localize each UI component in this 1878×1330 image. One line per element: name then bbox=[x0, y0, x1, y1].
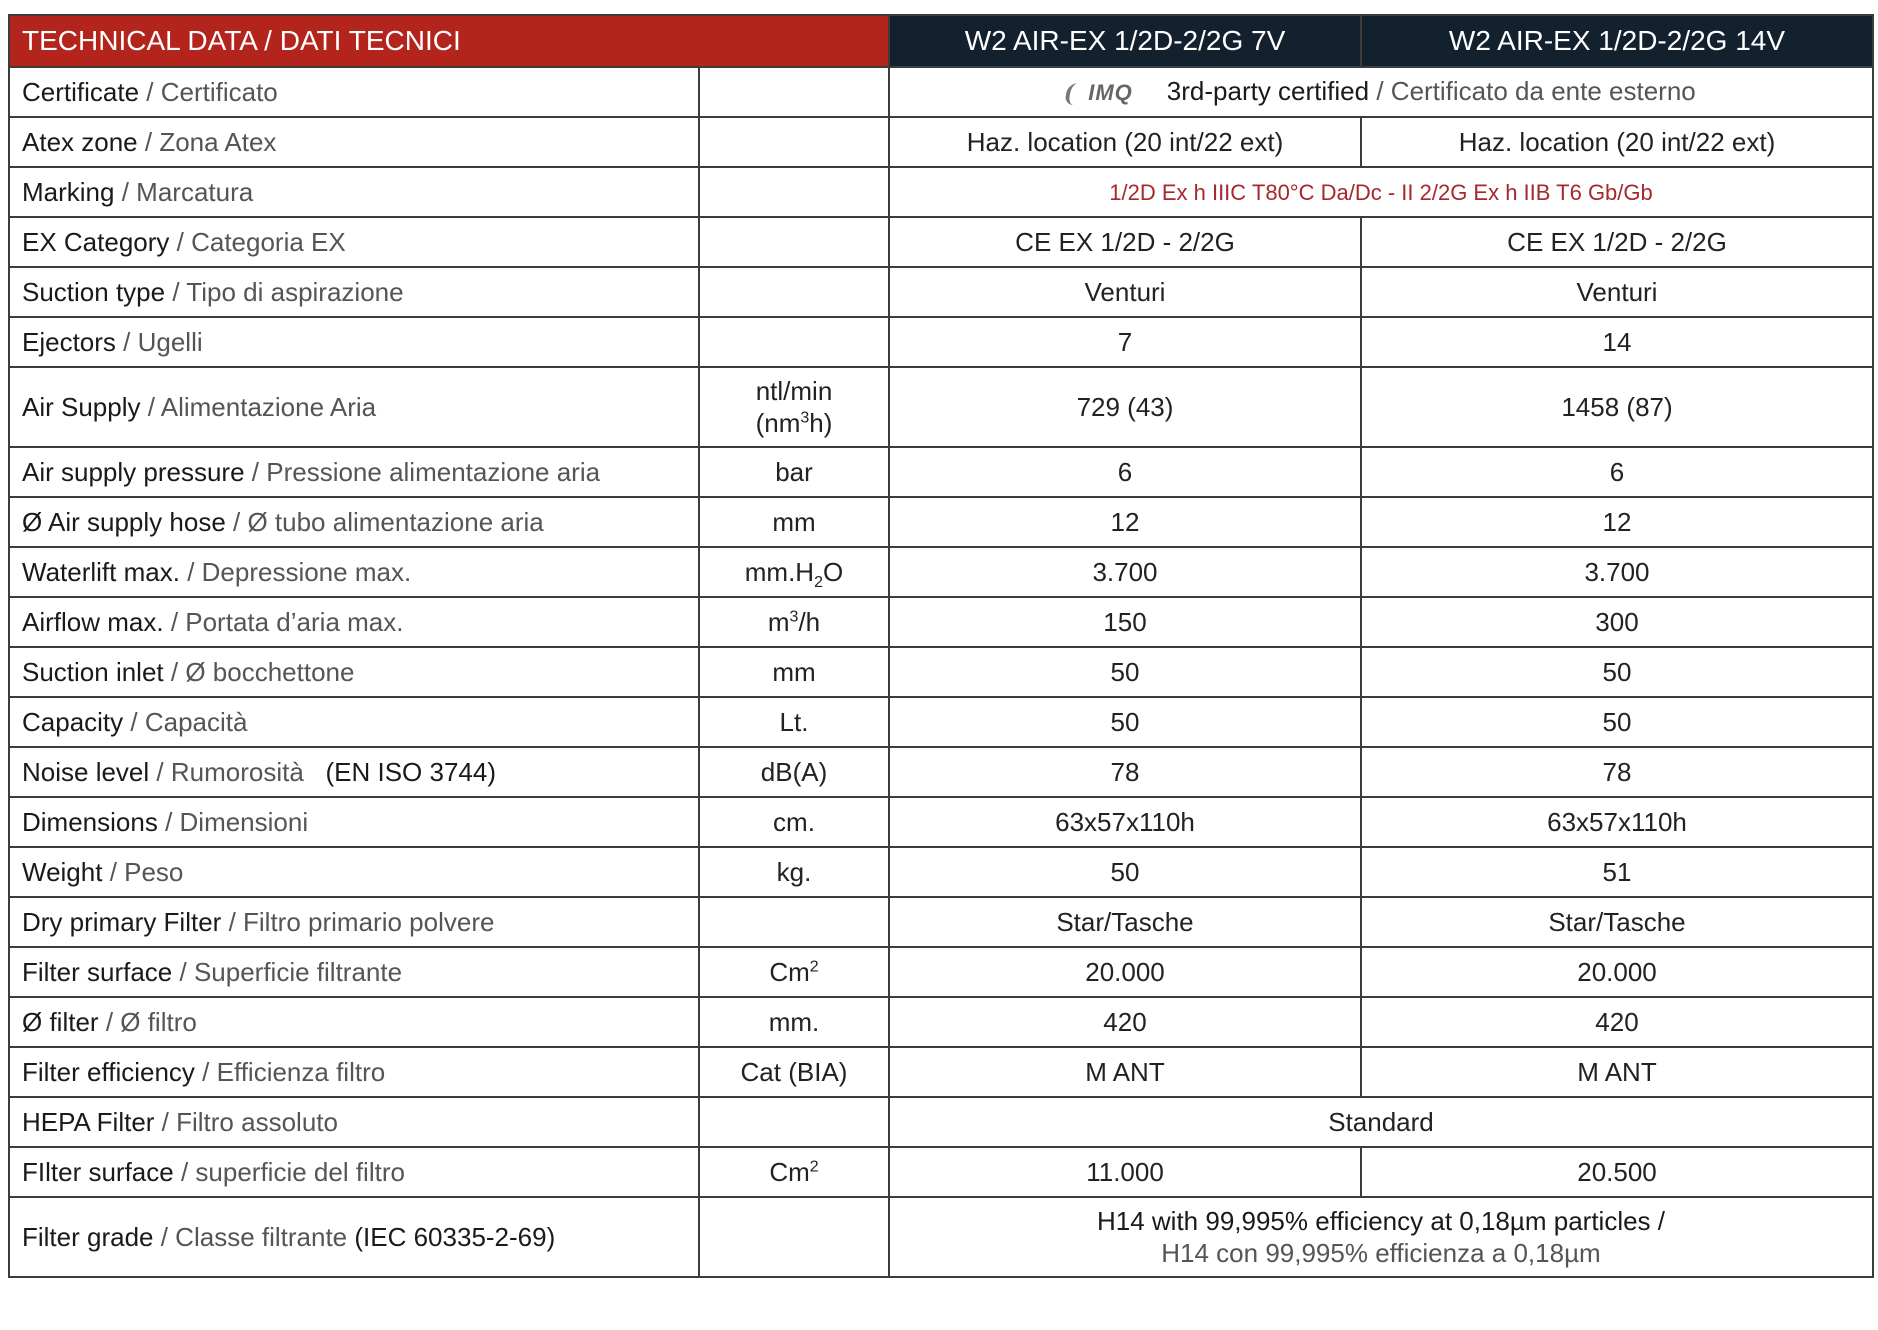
value-14v: 78 bbox=[1361, 747, 1873, 797]
value-14v: 20.500 bbox=[1361, 1147, 1873, 1197]
value-14v: 63x57x110h bbox=[1361, 797, 1873, 847]
value-7v: 11.000 bbox=[889, 1147, 1361, 1197]
value-7v: 7 bbox=[889, 317, 1361, 367]
row-dry-primary-filter: Dry primary Filter / Filtro primario polvere Star/Tasche Star/Tasche bbox=[9, 897, 1873, 947]
value-14v: Haz. location (20 int/22 ext) bbox=[1361, 117, 1873, 167]
certificate-value: IMQ 3rd-party certified / Certificato da ente esterno bbox=[889, 67, 1873, 117]
row-air-supply-pressure: Air supply pressure / Pressione alimentazione aria bar 6 6 bbox=[9, 447, 1873, 497]
table-title: TECHNICAL DATA / DATI TECNICI bbox=[9, 15, 889, 67]
value-7v: 20.000 bbox=[889, 947, 1361, 997]
row-weight: Weight / Peso kg. 50 51 bbox=[9, 847, 1873, 897]
value-7v: Venturi bbox=[889, 267, 1361, 317]
value-14v: 300 bbox=[1361, 597, 1873, 647]
value-14v: M ANT bbox=[1361, 1047, 1873, 1097]
imq-logo-icon: IMQ bbox=[1066, 77, 1133, 109]
value-14v: 20.000 bbox=[1361, 947, 1873, 997]
row-filter-surface: Filter surface / Superficie filtrante Cm$^2$ 20.000 20.000 bbox=[9, 947, 1873, 997]
row-ex-category: EX Category / Categoria EX CE EX 1/2D - 2/2G CE EX 1/2D - 2/2G bbox=[9, 217, 1873, 267]
row-noise-level: Noise level / Rumorosità (EN ISO 3744) dB(A) 78 78 bbox=[9, 747, 1873, 797]
value-14v: 50 bbox=[1361, 647, 1873, 697]
filter-grade-value: H14 with 99,995% efficiency at 0,18µm particles / H14 con 99,995% efficienza a 0,18µm bbox=[889, 1197, 1873, 1277]
value-7v: 50 bbox=[889, 847, 1361, 897]
value-7v: 63x57x110h bbox=[889, 797, 1361, 847]
row-filter-diameter: Ø filter / Ø filtro mm. 420 420 bbox=[9, 997, 1873, 1047]
value-14v: 420 bbox=[1361, 997, 1873, 1047]
value-14v: Venturi bbox=[1361, 267, 1873, 317]
value-14v: 6 bbox=[1361, 447, 1873, 497]
unit-cell: ntl/min $(nm^3h)$ bbox=[699, 367, 889, 447]
row-hepa-filter: HEPA Filter / Filtro assoluto Standard bbox=[9, 1097, 1873, 1147]
row-hepa-filter-surface: FIlter surface / superficie del filtro Cm$^2$ 11.000 20.500 bbox=[9, 1147, 1873, 1197]
row-waterlift: Waterlift max. / Depressione max. $mm.H_2O$ 3.700 3.700 bbox=[9, 547, 1873, 597]
value-7v: Haz. location (20 int/22 ext) bbox=[889, 117, 1361, 167]
row-filter-efficiency: Filter efficiency / Efficienza filtro Cat (BIA) M ANT M ANT bbox=[9, 1047, 1873, 1097]
value-7v: 12 bbox=[889, 497, 1361, 547]
value-7v: 150 bbox=[889, 597, 1361, 647]
value-14v: Star/Tasche bbox=[1361, 897, 1873, 947]
value-14v: 3.700 bbox=[1361, 547, 1873, 597]
value-14v: 50 bbox=[1361, 697, 1873, 747]
value-7v: 78 bbox=[889, 747, 1361, 797]
value-7v: Star/Tasche bbox=[889, 897, 1361, 947]
model-14v-header: W2 AIR-EX 1/2D-2/2G 14V bbox=[1361, 15, 1873, 67]
value-14v: CE EX 1/2D - 2/2G bbox=[1361, 217, 1873, 267]
row-air-supply: Air Supply / Alimentazione Aria ntl/min $(nm^3h)$ 729 (43) 1458 (87) bbox=[9, 367, 1873, 447]
row-atex-zone: Atex zone / Zona Atex Haz. location (20 int/22 ext) Haz. location (20 int/22 ext) bbox=[9, 117, 1873, 167]
value-7v: CE EX 1/2D - 2/2G bbox=[889, 217, 1361, 267]
row-capacity: Capacity / Capacità Lt. 50 50 bbox=[9, 697, 1873, 747]
row-air-supply-hose: Ø Air supply hose / Ø tubo alimentazione aria mm 12 12 bbox=[9, 497, 1873, 547]
marking-value: 1/2D Ex h IIIC T80°C Da/Dc - II 2/2G Ex h IIB T6 Gb/Gb bbox=[1109, 180, 1653, 205]
value-7v: 3.700 bbox=[889, 547, 1361, 597]
row-suction-inlet: Suction inlet / Ø bocchettone mm 50 50 bbox=[9, 647, 1873, 697]
label-en: Certificate bbox=[22, 77, 140, 107]
value-7v: 50 bbox=[889, 697, 1361, 747]
value-14v: 12 bbox=[1361, 497, 1873, 547]
row-certificate bbox=[9, 67, 1873, 117]
model-7v-header: W2 AIR-EX 1/2D-2/2G 7V bbox=[889, 15, 1361, 67]
row-filter-grade: Filter grade / Classe filtrante (IEC 60335-2-69) H14 with 99,995% efficiency at 0,18µm particles / H14 con 99,995% efficienza a 0,18µm bbox=[9, 1197, 1873, 1277]
value-7v: M ANT bbox=[889, 1047, 1361, 1097]
row-airflow: Airflow max. / Portata d’aria max. $m^3/h$ 150 300 bbox=[9, 597, 1873, 647]
value-7v: 50 bbox=[889, 647, 1361, 697]
value-14v: 1458 (87) bbox=[1361, 367, 1873, 447]
value-14v: 51 bbox=[1361, 847, 1873, 897]
row-suction-type: Suction type / Tipo di aspirazione Venturi Venturi bbox=[9, 267, 1873, 317]
row-ejectors: Ejectors / Ugelli 7 14 bbox=[9, 317, 1873, 367]
label-it: / Certificato bbox=[146, 77, 278, 107]
hepa-value: Standard bbox=[889, 1097, 1873, 1147]
row-dimensions: Dimensions / Dimensioni cm. 63x57x110h 63x57x110h bbox=[9, 797, 1873, 847]
technical-data-table bbox=[8, 14, 1874, 1278]
value-7v: 6 bbox=[889, 447, 1361, 497]
value-14v: 14 bbox=[1361, 317, 1873, 367]
table-header-row bbox=[9, 15, 1873, 67]
row-marking: Marking / Marcatura 1/2D Ex h IIIC T80°C Da/Dc - II 2/2G Ex h IIB T6 Gb/Gb bbox=[9, 167, 1873, 217]
value-7v: 420 bbox=[889, 997, 1361, 1047]
value-7v: 729 (43) bbox=[889, 367, 1361, 447]
